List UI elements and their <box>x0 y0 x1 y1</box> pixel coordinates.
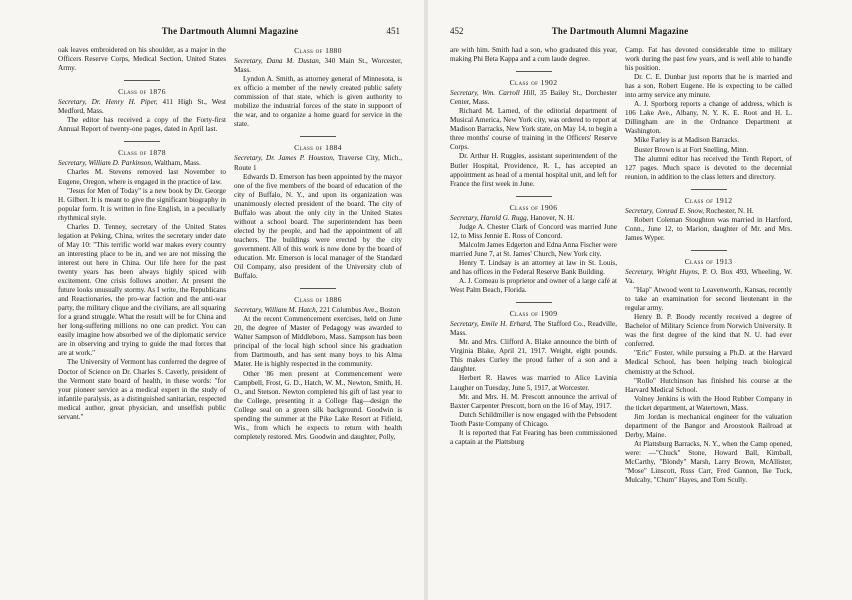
news-paragraph: Other '86 men present at Commencement were Campbell, Frost, G. D., Hatch, W. M., Newton, Smith, H. O., and Stetson. Newton completed his gift of last year to the College, presenting it a College flag—design the College seal on a green silk background. Goodwin is spending the summer at the Pike Lake Resort at Fifield, Wis., from which he expects to return with health completely restored. Mrs. Goodwin and daughter, Polly, <box>234 369 402 441</box>
class-heading: Class of 1902 <box>450 71 617 87</box>
secretary-line <box>234 57 402 75</box>
class-heading: Class of 1906 <box>450 196 617 212</box>
class-heading: Class of 1884 <box>234 136 402 152</box>
news-paragraph: Judge A. Chester Clark of Concord was married June 12, to Miss Jennie E. Ross of Concord. <box>450 222 617 240</box>
secretary-name: Secretary, Dr. Henry H. Piper, <box>58 98 158 107</box>
column-left-1 <box>58 46 226 594</box>
magazine-title: The Dartmouth Alumni Magazine <box>161 26 299 36</box>
secretary-line <box>625 268 792 286</box>
secretary-line <box>234 154 402 172</box>
news-paragraph: The editor has received a copy of the Forty-first Annual Report of twenty-one pages, dated in April last. <box>58 116 226 134</box>
secretary-address: 221 Columbus Ave., Boston <box>317 306 401 315</box>
column-left-2 <box>234 46 402 594</box>
secretary-name: Secretary, Emile H. Erhard, <box>450 320 532 329</box>
class-heading: Class of 1886 <box>234 288 402 304</box>
running-head <box>60 26 400 40</box>
secretary-name: Secretary, Dana M. Dustan, <box>234 57 321 66</box>
secretary-line <box>450 214 617 223</box>
secretary-address: 340 Main St., Worcester, Mass. <box>234 57 402 75</box>
news-paragraph: Buster Brown is at Fort Snelling, Minn. <box>634 145 749 154</box>
column-right-1 <box>450 46 617 594</box>
news-paragraph: Dr. Arthur H. Ruggles, assistant superintendent of the Butler Hospital, Providence, R. I., has accepted an appointment as head of a mental hospital unit, and left for France the first week in June. <box>450 152 617 188</box>
news-paragraph: oak leaves embroidered on his shoulder, as a major in the Officers Reserve Corps, Medical Section, United States Army. <box>58 46 226 73</box>
magazine-title: The Dartmouth Alumni Magazine <box>551 26 689 36</box>
secretary-address: Waltham, Mass. <box>152 159 201 168</box>
secretary-address: 411 High St., West Medford, Mass. <box>58 98 226 116</box>
news-paragraph: Volney Jenkins is with the Hood Rubber Company in the ticket department, at Watertown, Mass. <box>625 394 792 412</box>
secretary-name: Secretary, Dr. James P. Houston, <box>234 154 335 163</box>
news-paragraph: Mr. and Mrs. H. M. Prescott announce the arrival of Baxter Carpenter Prescott, born on the 16 of May, 1917. <box>450 392 617 410</box>
secretary-address: The Stafford Co., Readville, Mass. <box>450 320 617 338</box>
news-paragraph: "Jesus for Men of Today" is a new book by Dr. George H. Gilbert. It is meant to give the significant biography in popular form. It is written in fine English, in a peculiarly rhythmical style. <box>58 186 226 222</box>
secretary-address: 35 Bailey St., Dorchester Center, Mass. <box>450 89 617 107</box>
news-paragraph: Edwards D. Emerson has been appointed by the mayor one of the five members of the board of education of the city of Buffalo, N. Y., and upon its organization was unanimously elected president of the board. The city of Buffalo was about the only city in the United States without a school board. The superintendent has been elected by the people, and had the appointment of all teachers. The buildings were erected by the city government. All of this work is now done by the board of education. Mr. Emerson is local manager of the Standard Oil Company, also president of the University club of Buffalo. <box>234 172 402 281</box>
news-paragraph: Malcolm James Edgerton and Edna Anna Fischer were married June 7, at St. James' Church, New York city. <box>450 240 617 258</box>
secretary-line <box>58 98 226 116</box>
secretary-name: Secretary, Harold G. Rugg, <box>450 213 529 222</box>
class-heading: Class of 1878 <box>58 141 226 157</box>
secretary-name: Secretary, Conrad E. Snow, <box>625 206 705 215</box>
text-columns <box>450 46 792 594</box>
news-paragraph: Camp. Fat has devoted considerable time to military work during the past few years, and is well able to handle his position. <box>625 46 792 73</box>
secretary-address: Hanover, N. H. <box>528 213 575 222</box>
news-paragraph: Herbert R. Hawes was married to Alice Lavinia Laugher on Tuesday, June 5, 1917, at Worcester. <box>450 374 617 392</box>
news-paragraph: Dutch Schildmiller is now engaged with the Pebsodent Tooth Paste Company of Chicago. <box>450 410 617 428</box>
news-paragraph: At Plattsburg Barracks, N. Y., when the Camp opened, were: —"Chuck" Stone, Howard Ball, Kimball, McCarthy, "Blondy" Marsh, Larry Brown, McAllister, "Mose" Linscott, Russ Carr, Fred Gannon, Ike Tuck, Mulcahy, "Chum" Hayes, and Tom Scully. <box>625 439 792 485</box>
secretary-line <box>625 207 792 216</box>
news-paragraph: Dr. C. E. Dunbar just reports that he is married and has a son, Robert Eugene. He is expecting to be called into army service any minute. <box>625 73 792 100</box>
secretary-line <box>234 306 402 315</box>
class-heading: Class of 1880 <box>294 46 342 55</box>
secretary-line <box>450 89 617 107</box>
news-paragraph: Richard M. Larned, of the editorial department of Musical America, New York city, was ordered to report at Madison Barracks, New York state, on May 14, to begin a three months' course of training in the Officers' Reserve Corps. <box>450 107 617 152</box>
class-heading: Class of 1913 <box>625 250 792 266</box>
secretary-name: Secretary, William M. Hatch, <box>234 306 318 315</box>
news-paragraph: Charles D. Tenney, secretary of the United States legation at Peking, China, writes the secretary under date of May 10: "This terrific world war makes every country an interesting place to be in, and we are not missing the interest out here in China. Our life here for the past twenty years has been always highly spiced with excitement. One crisis follows another. At present the future looks unusually stormy. As I write, the Republicans and Reactionaries, the pro-war faction and the anti-war party, the military clique and the civilians, are all squaring for a grand struggle. What the result will be for China and her long-suffering millions no one can predict. You can easily imagine how absorbed we of the diplomatic service are in observing and trying to guide the mad forces that are at work." <box>58 222 226 358</box>
news-paragraph: Robert Coleman Stoughton was married in Hartford, Conn., June 12, to Marion, daughter of Mr. and Mrs. James Wyper. <box>625 215 792 242</box>
news-paragraph: Charles M. Stevens removed last November to Eugene, Oregon, where is engaged in the practice of law. <box>58 168 226 186</box>
news-paragraph: "Eric" Foster, while pursuing a Ph.D. at the Harvard Medical School, has been helping teach biological chemistry at the School. <box>625 349 792 376</box>
right-page <box>428 0 852 600</box>
news-paragraph: The University of Vermont has conferred the degree of Doctor of Science on Dr. Charles S. Caverly, president of the Vermont state board of health, in these words: "for your pioneer service as a medical expert in the study of infantile paralysis, as a distinguished sanitarian, respected medical author, great physician, and unselfish public servant." <box>58 358 226 421</box>
secretary-address: P. O. Box 493, Wheeling, W. Va. <box>625 267 792 286</box>
class-heading: Class of 1912 <box>625 189 792 205</box>
news-paragraph: are with him. Smith had a son, who graduated this year, making Phi Beta Kappa and a cum laude degree. <box>450 46 617 64</box>
class-heading: Class of 1909 <box>450 302 617 318</box>
left-page <box>0 0 424 600</box>
news-paragraph: "Rollo" Hutchinson has finished his course at the Harvard Medical School. <box>625 376 792 394</box>
secretary-line <box>58 159 226 168</box>
news-paragraph: "Hap" Atwood went to Leavenworth, Kansas, recently to take an examination for second lieutenant in the regular army. <box>625 286 792 313</box>
secretary-line <box>450 320 617 338</box>
page-number: 451 <box>386 26 400 36</box>
news-paragraph: Lyndon A. Smith, as attorney general of Minnesota, is ex officio a member of the newly created public safety commission of that state, which is given authority to mobilize the industrial forces of the state in suppoort of the war, and to organize a home guard for service in the state. <box>234 75 402 129</box>
running-head <box>450 26 790 40</box>
secretary-address: Traverse City, Mich., Route 1 <box>234 154 402 172</box>
news-paragraph: Mike Farley is at Madison Barracks. <box>634 136 739 145</box>
secretary-address: Rochester, N. H. <box>704 206 754 215</box>
text-columns <box>58 46 402 594</box>
news-paragraph: A. J. Sporborg reports a change of address, which is 106 Lake Ave., Albany, N. Y. K. E. Root and H. L. Dillingham are in the Ordnance Department at Washington. <box>625 100 792 136</box>
column-right-2 <box>625 46 792 594</box>
page-number: 452 <box>450 26 464 36</box>
secretary-name: Secretary, William D. Parkinson, <box>58 159 153 168</box>
news-paragraph: The alumni editor has received the Tenth Report, of 127 pages. Much space is devoted to the decennial reunion, in addition to the class letters and directory. <box>625 154 792 181</box>
secretary-name: Secretary, Wright Huyns, <box>625 267 700 276</box>
class-heading: Class of 1876 <box>58 80 226 96</box>
news-paragraph: A. J. Comeau is proprietor and owner of a large café at West Palm Beach, Florida. <box>450 277 617 295</box>
secretary-name: Secretary, Wm. Carroll Hill, <box>450 89 537 98</box>
news-paragraph: Mr. and Mrs. Clifford A. Blake announce the birth of Virginia Blake, April 21, 1917. Weight, eight pounds. This makes Curley the proud father of a son and a daughter. <box>450 338 617 374</box>
news-paragraph: Henry T. Lindsay is an attorney at law in St. Louis, and has offices in the Federal Reserve Bank Building. <box>450 258 617 276</box>
news-paragraph: At the recent Commencement exercises, held on June 20, the degree of Master of Pedagogy was awarded to Walter Sampson of Middleboro, Mass. Sampson has been principal of the local high school since his graduation from Dartmouth, and has sent many boys to his Alma Mater. He is highly respected in the community. <box>234 315 402 369</box>
news-paragraph: Jim Jordan is mechanical engineer for the valuation department of the Bangor and Aroostook Railroad at Derby, Maine. <box>625 412 792 439</box>
news-paragraph: It is reported that Fat Fearing has been commissioned a captain at the Plattsburg <box>450 428 617 446</box>
news-paragraph: Henry B. P. Boody recently received a degree of Bachelor of Military Science from Norwich University. It was the first degree of the kind that N. U. had ever conferred. <box>625 313 792 349</box>
